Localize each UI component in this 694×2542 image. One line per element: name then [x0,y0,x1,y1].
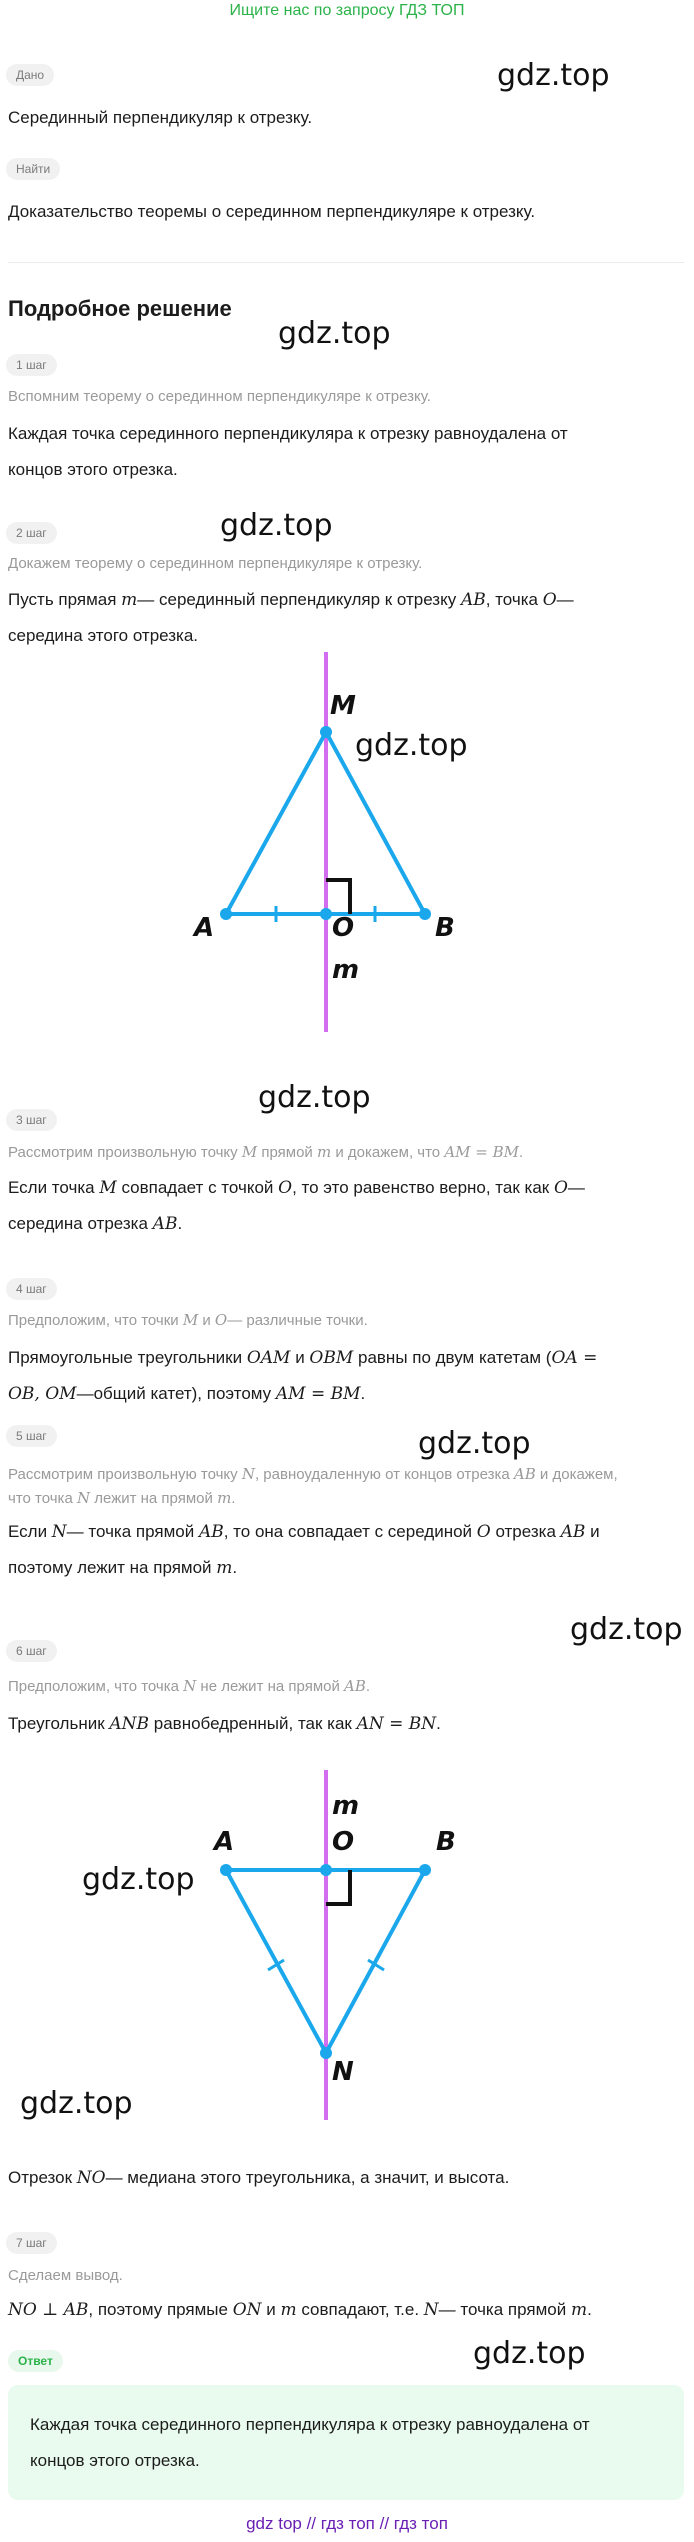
step-4-line1: Прямоугольные треугольники OAM и OBM равны по двум катетам (OA = [8,1348,598,1368]
find-chip: Найти [6,158,60,180]
footer-links[interactable]: gdz top // гдз топ // гдз топ [246,2514,448,2533]
answer-line1: Каждая точка серединного перпендикуляра к отрезку равноудалена от [30,2415,590,2434]
find-text: Доказательство теоремы о серединном перпендикуляре к отрезку. [8,202,536,221]
point-b [419,908,431,920]
solution-title: Подробное решение [8,296,232,321]
answer-line2: концов этого отрезка. [30,2451,200,2470]
step-2-hint: Докажем теорему о серединном перпендикуляре к отрезку. [8,555,423,572]
step-5-hint-line1: Рассмотрим произвольную точку N, равноудаленную от концов отрезка AB и докажем, [8,1465,618,1483]
divider [8,262,684,263]
point-a [220,1864,232,1876]
watermark: gdz.top [220,508,333,543]
figure-isosceles-triangle [180,1770,480,2130]
step-2-line2: середина этого отрезка. [8,626,199,645]
step-3-hint: Рассмотрим произвольную точку M прямой m и докажем, что AM = BM. [8,1143,524,1161]
watermark: gdz.top [20,2086,133,2121]
step-3-line2: середина отрезка AB. [8,1214,183,1234]
watermark: gdz.top [418,1426,531,1461]
answer-chip: Ответ [8,2350,63,2372]
segment-bn [326,1870,425,2053]
step-5-hint-line2: что точка N лежит на прямой m. [8,1489,236,1507]
step-1-hint: Вспомним теорему о серединном перпендикуляре к отрезку. [8,388,431,405]
given-text: Серединный перпендикуляр к отрезку. [8,108,313,127]
label-b: B [435,913,455,943]
step-4-hint: Предположим, что точки M и O— различные точки. [8,1311,368,1329]
label-m-point: M [330,691,356,721]
label-m-line: m [332,955,360,985]
label-b: B [436,1827,456,1857]
watermark: gdz.top [82,1862,195,1897]
step-1-line1: Каждая точка серединного перпендикуляра к отрезку равноудалена от [8,424,568,443]
point-o [320,1864,332,1876]
answer-box [8,2385,684,2500]
step-7-conclusion: NO ⊥ AB, поэтому прямые ON и m совпадают, т.е. N— точка прямой m. [8,2300,592,2320]
label-n: N [332,2057,354,2087]
watermark: gdz.top [278,316,391,351]
step-6-chip: 6 шаг [6,1640,57,1662]
point-o [320,908,332,920]
step-2-chip: 2 шаг [6,522,57,544]
step-6-line1: Треугольник ANB равнобедренный, так как AN = BN. [8,1714,441,1734]
step-3-chip: 3 шаг [6,1109,57,1131]
point-m [320,726,332,738]
label-o: O [332,913,355,943]
step-1-line2: концов этого отрезка. [8,460,178,479]
step-7-hint: Сделаем вывод. [8,2267,123,2284]
given-chip: Дано [6,64,54,86]
segment-an [226,1870,326,2053]
label-o: O [332,1827,355,1857]
step-5-chip: 5 шаг [6,1425,57,1447]
step-4-chip: 4 шаг [6,1278,57,1300]
watermark: gdz.top [473,2336,586,2371]
step-6-hint: Предположим, что точка N не лежит на прямой AB. [8,1677,371,1695]
step-5-line1: Если N— точка прямой AB, то она совпадает с серединой O отрезка AB и [8,1522,600,1542]
point-n [320,2047,332,2059]
figure-perpendicular-bisector [180,652,480,1042]
watermark: gdz.top [258,1080,371,1115]
step-4-line2: OB, OM—общий катет), поэтому AM = BM. [8,1384,366,1404]
segment-am [226,732,326,914]
label-a: A [194,913,215,943]
point-a [220,908,232,920]
step-2-line1: Пусть прямая m— серединный перпендикуляр к отрезку AB, точка O— [8,590,574,610]
search-banner[interactable]: Ищите нас по запросу ГДЗ ТОП [229,2,465,19]
watermark: gdz.top [570,1612,683,1647]
step-5-line2: поэтому лежит на прямой m. [8,1558,238,1578]
point-b [419,1864,431,1876]
step-7-chip: 7 шаг [6,2232,57,2254]
label-m-line: m [332,1791,360,1821]
step-6-line2: Отрезок NO— медиана этого треугольника, а значит, и высота. [8,2168,510,2188]
watermark: gdz.top [355,728,468,763]
step-3-line1: Если точка M совпадает с точкой O, то это равенство верно, так как O— [8,1178,585,1198]
label-a: A [214,1827,235,1857]
answer-text [30,2407,670,2479]
watermark: gdz.top [497,58,610,93]
right-angle-mark [326,1870,350,1904]
step-1-chip: 1 шаг [6,354,57,376]
right-angle-mark [326,880,350,914]
